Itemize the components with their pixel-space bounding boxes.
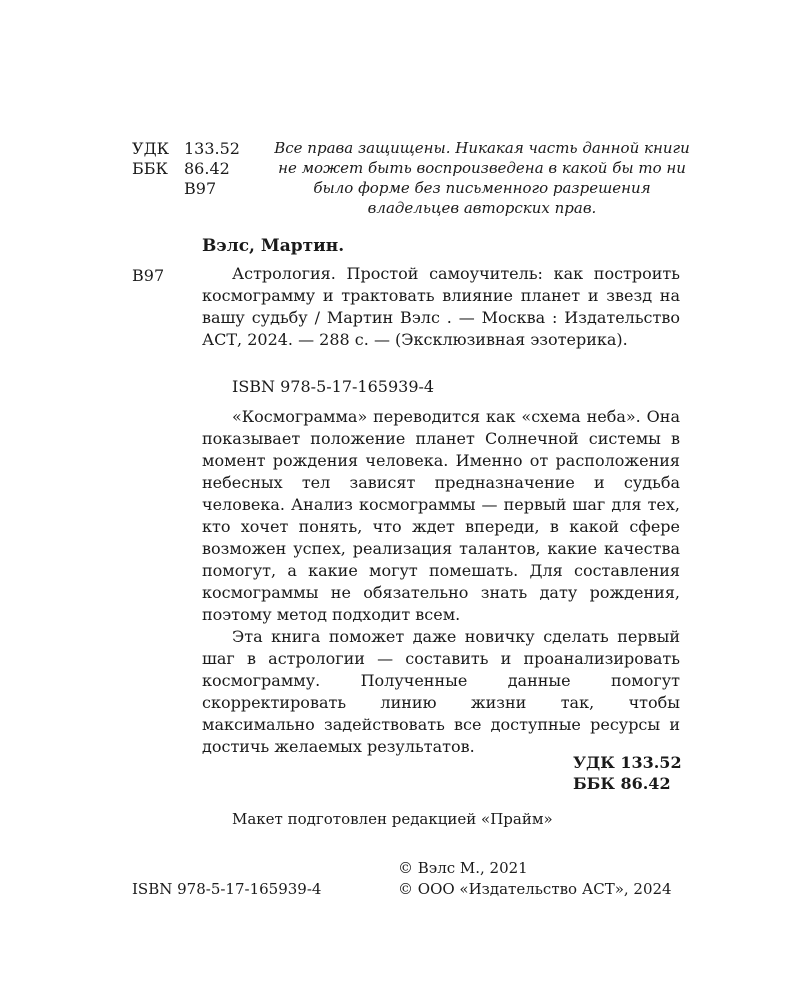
bbk-label: ББК	[132, 159, 168, 178]
author-mark-entry: В97	[132, 266, 165, 285]
bibliographic-text: Астрология. Простой самоучитель: как построить космограмму и трактовать влияние планет и звезд на вашу судьбу / Мартин Вэлс . — Москва : Издательство АСТ, 2024. — 288 с. — (Эксклюзивная эзотерика).	[202, 264, 680, 349]
udk-label: УДК	[132, 139, 169, 158]
bottom-udk: УДК 133.52	[573, 753, 682, 772]
udk-line	[132, 139, 240, 158]
annotation-paragraph-1: «Космограмма» переводится как «схема неба». Она показывает положение планет Солнечной системы в момент рождения человека. Именно от расположения небесных тел зависят предназначение и судьба человека. Анализ космограммы — первый шаг для тех, кто хочет понять, что ждет впереди, в какой сфере возможен успех, реализация талантов, какие качества помогут, а какие могут помешать. Для составления космограммы не обязательно знать дату рождения, поэтому метод подходит всем.	[202, 407, 680, 624]
copyright-block	[398, 858, 672, 900]
isbn-bottom: ISBN 978-5-17-165939-4	[132, 880, 322, 898]
rights-notice: Все права защищены. Никакая часть данной книги не может быть воспроизведена в какой бы то ни было форме без письменного разрешения владельцев авторских прав.	[274, 139, 690, 217]
bibliographic-description	[202, 263, 680, 351]
author-heading: Вэлс, Мартин.	[202, 236, 345, 256]
bbk-value: 86.42	[184, 159, 230, 178]
bbk-line	[132, 159, 230, 178]
udk-value: 133.52	[184, 139, 240, 158]
bottom-bbk: ББК 86.42	[573, 774, 671, 793]
bottom-codes	[573, 752, 682, 794]
copyright-publisher: © ООО «Издательство АСТ», 2024	[398, 880, 672, 898]
layout-credit: Макет подготовлен редакцией «Прайм»	[232, 810, 553, 828]
annotation-paragraph-2: Эта книга поможет даже новичку сделать первый шаг в астрологии — составить и проанализировать космограмму. Полученные данные помогут скорректировать линию жизни так, чтобы максимально задействовать все доступные ресурсы и достичь желаемых результатов.	[202, 627, 680, 756]
annotation	[202, 406, 680, 758]
author-mark: В97	[184, 179, 217, 198]
isbn-entry: ISBN 978-5-17-165939-4	[232, 377, 435, 396]
copyright-author: © Вэлс М., 2021	[398, 859, 528, 877]
